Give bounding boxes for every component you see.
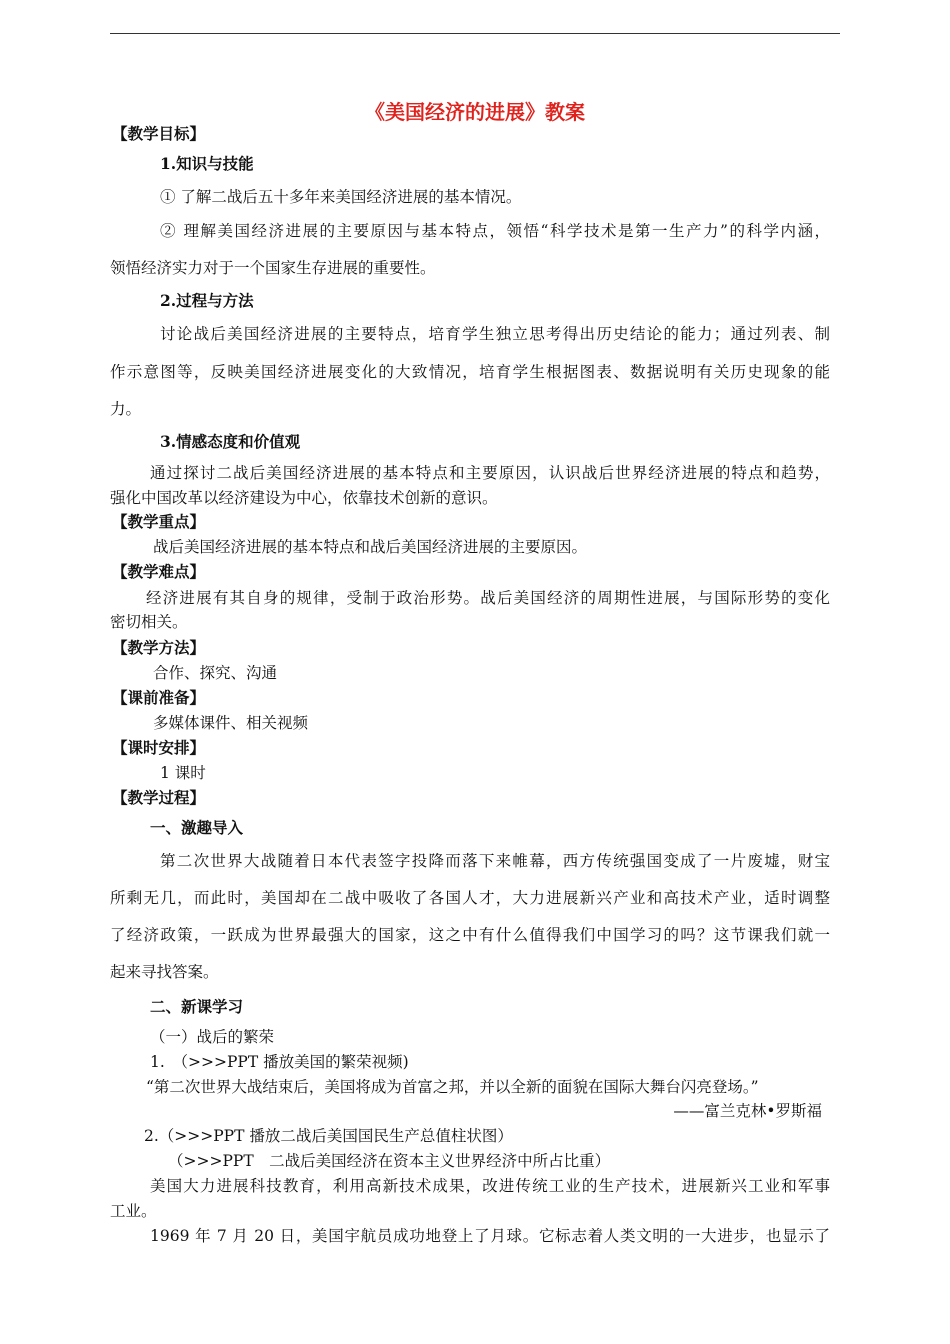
attitude-line-1: 通过探讨二战后美国经济进展的基本特点和主要原因，认识战后世界经济进展的特点和趋势， — [150, 464, 830, 482]
difficulties-line-1: 经济进展有其自身的规律，受制于政治形势。战后美国经济的周期性进展，与国际形势的变化 — [146, 589, 830, 607]
process-line-2: 作示意图等，反映美国经济进展变化的大致情况，培育学生根据图表、数据说明有关历史现象的能 — [110, 363, 830, 381]
heading-schedule: 【课时安排】 — [112, 738, 206, 757]
quote-text: “第二次世界大战结束后，美国将成为首富之邦，并以全新的面貌在国际大舞台闪亮登场。” — [146, 1078, 759, 1096]
difficulties-line-2: 密切相关。 — [110, 613, 188, 631]
step-1-video: 1. （>>>PPT 播放美国的繁荣视频) — [150, 1053, 409, 1071]
preparation-text: 多媒体课件、相关视频 — [153, 714, 309, 732]
step-2-chart: 2.（>>>PPT 播放二战后美国国民生产总值柱状图） — [144, 1127, 513, 1145]
intro-line-3: 了经济政策，一跃成为世界最强大的国家，这之中有什么值得我们中国学习的吗？这节课我们就一 — [110, 926, 830, 944]
intro-line-4: 起来寻找答案。 — [110, 963, 219, 981]
objective-line-3: 领悟经济实力对于一个国家生存进展的重要性。 — [110, 259, 436, 277]
subsection-postwar-prosperity: （一）战后的繁荣 — [150, 1028, 275, 1046]
key-points-text: 战后美国经济进展的基本特点和战后美国经济进展的主要原因。 — [153, 538, 588, 556]
schedule-text: 1 课时 — [160, 764, 206, 782]
tech-line-1: 美国大力进展科技教育，利用高新技术成果，改进传统工业的生产技术，进展新兴工业和军事 — [150, 1177, 830, 1195]
section-intro: 一、激趣导入 — [150, 818, 244, 837]
heading-preparation: 【课前准备】 — [112, 688, 206, 707]
objective-line-1: ① 了解二战后五十多年来美国经济进展的基本情况。 — [160, 188, 522, 206]
subheading-process-method: 2.过程与方法 — [160, 291, 254, 310]
moon-landing-line: 1969 年 7 月 20 日，美国宇航员成功地登上了月球。它标志着人类文明的一大进步，也显示了 — [150, 1227, 830, 1245]
section-new-lesson: 二、新课学习 — [150, 997, 244, 1016]
heading-process: 【教学过程】 — [112, 788, 206, 807]
attitude-line-2: 强化中国改革以经济建设为中心，依靠技术创新的意识。 — [110, 489, 498, 507]
subheading-knowledge-skills: 1.知识与技能 — [160, 154, 254, 173]
heading-key-points: 【教学重点】 — [112, 512, 206, 531]
process-line-1: 讨论战后美国经济进展的主要特点，培育学生独立思考得出历史结论的能力；通过列表、制 — [160, 325, 830, 343]
subheading-attitude-values: 3.情感态度和价值观 — [160, 432, 301, 451]
heading-difficulties: 【教学难点】 — [112, 562, 206, 581]
heading-objectives: 【教学目标】 — [112, 124, 206, 143]
process-line-3: 力。 — [110, 400, 142, 418]
document-title: 《美国经济的进展》教案 — [365, 100, 585, 124]
header-rule — [110, 33, 840, 34]
quote-attribution: ——富兰克林•罗斯福 — [673, 1102, 822, 1120]
methods-text: 合作、探究、沟通 — [153, 664, 278, 682]
heading-methods: 【教学方法】 — [112, 638, 206, 657]
step-2-proportion: （>>>PPT 二战后美国经济在资本主义世界经济中所占比重） — [168, 1152, 611, 1170]
intro-line-1: 第二次世界大战随着日本代表签字投降而落下来帷幕，西方传统强国变成了一片废墟，财宝 — [160, 852, 830, 870]
objective-line-2: ② 理解美国经济进展的主要原因与基本特点，领悟“科学技术是第一生产力”的科学内涵， — [160, 222, 830, 240]
intro-line-2: 所剩无几，而此时，美国却在二战中吸收了各国人才，大力进展新兴产业和高技术产业，适时调整 — [110, 889, 830, 907]
tech-line-2: 工业。 — [110, 1202, 157, 1220]
